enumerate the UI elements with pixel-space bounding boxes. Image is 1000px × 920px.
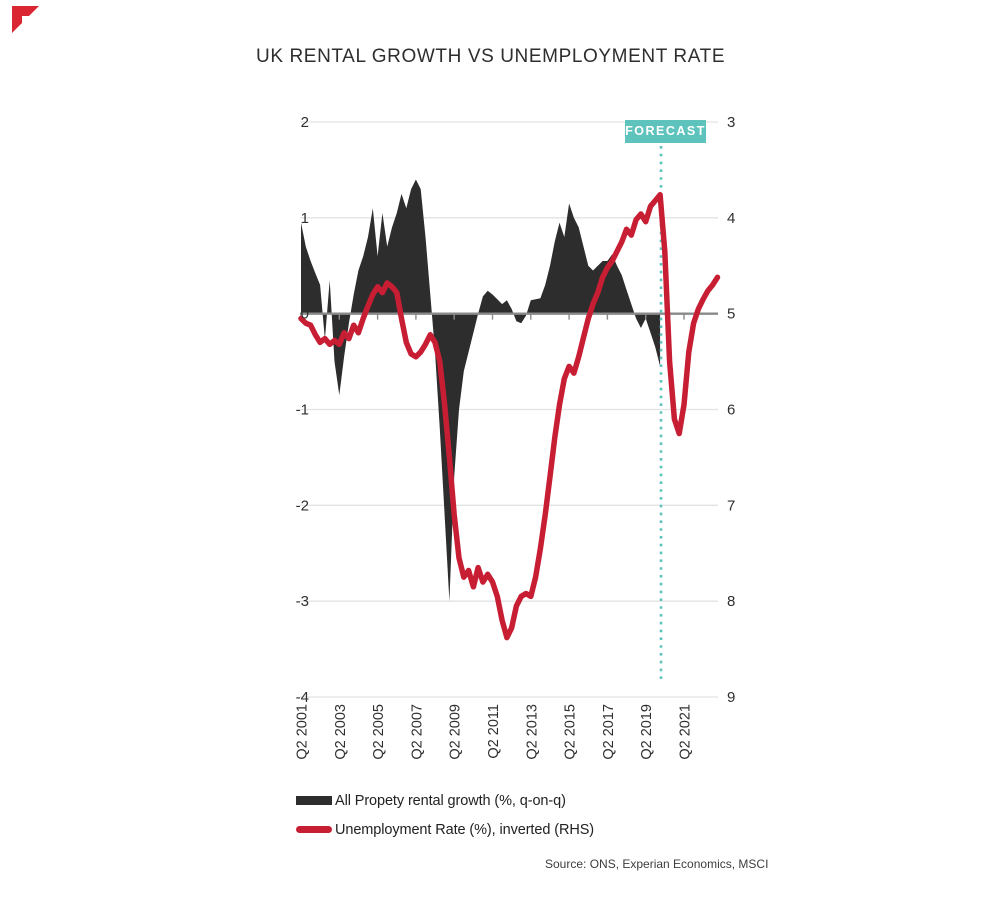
legend-label-rental-growth: All Propety rental growth (%, q-on-q)	[335, 792, 566, 809]
axis-tick-label: Q2 2021	[677, 704, 694, 760]
legend	[296, 786, 594, 844]
legend-item-rental-growth	[296, 786, 594, 815]
unemployment-line-swatch	[296, 826, 332, 833]
forecast-badge: FORECAST	[625, 120, 706, 143]
axis-tick-label: -1	[295, 401, 309, 419]
axis-tick-label: 9	[727, 689, 736, 706]
axis-tick-label: -2	[295, 497, 309, 515]
legend-label-unemployment: Unemployment Rate (%), inverted (RHS)	[335, 821, 594, 838]
axis-tick-label: 6	[727, 401, 736, 419]
rental-growth-area-swatch	[296, 796, 332, 805]
axis-tick-label: 8	[727, 593, 736, 611]
axis-tick-label: 2	[300, 114, 309, 131]
axis-tick-label: Q2 2013	[524, 704, 541, 760]
rental-growth-area-series	[301, 180, 660, 602]
chart-title: UK RENTAL GROWTH VS UNEMPLOYMENT RATE	[256, 46, 726, 67]
axis-tick-label: 7	[727, 497, 736, 515]
axis-tick-label: Q2 2001	[294, 704, 311, 760]
axis-tick-label: Q2 2019	[639, 704, 656, 760]
axis-tick-label: 5	[727, 305, 736, 323]
axis-tick-label: -3	[295, 593, 309, 611]
axis-tick-label: 3	[727, 114, 736, 131]
axis-tick-label: 1	[300, 209, 309, 227]
source-attribution: Source: ONS, Experian Economics, MSCI	[545, 857, 769, 871]
axis-tick-label: -4	[295, 689, 309, 706]
axis-tick-label: Q2 2009	[447, 704, 464, 760]
axis-tick-label: Q2 2003	[332, 704, 349, 760]
legend-item-unemployment	[296, 815, 594, 844]
axis-tick-label: 4	[727, 209, 736, 227]
axis-tick-label: Q2 2005	[371, 704, 388, 760]
axis-tick-label: 0	[300, 305, 309, 323]
axis-tick-label: Q2 2007	[409, 704, 426, 760]
axis-tick-label: Q2 2015	[562, 704, 579, 760]
axis-tick-label: Q2 2011	[486, 704, 502, 759]
axis-tick-label: Q2 2017	[600, 704, 617, 760]
